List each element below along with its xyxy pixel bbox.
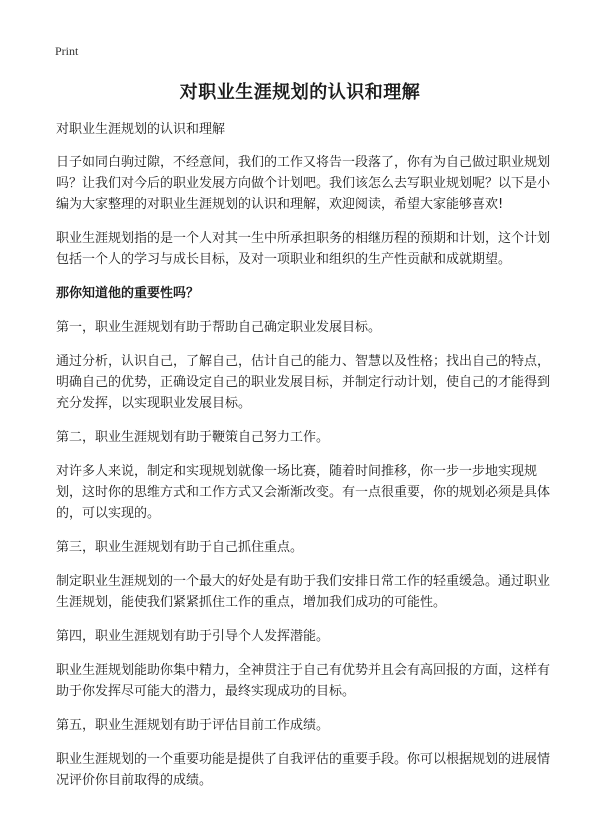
page-title: 对职业生涯规划的认识和理解 — [179, 82, 421, 103]
point-4-body: 职业生涯规划能助你集中精力，全神贯注于自己有优势并且会有高回报的方面，这样有助于你发挥尽可能大的潜力，最终实现成功的目标。 — [56, 663, 551, 699]
section-heading: 那你知道他的重要性吗？ — [56, 286, 200, 301]
point-2-heading: 第二，职业生涯规划有助于鞭策自己努力工作。 — [56, 430, 330, 445]
point-3-body: 制定职业生涯规划的一个最大的好处是有助于我们安排日常工作的轻重缓急。通过职业生涯规划，能使我们紧紧抓住工作的重点，增加我们成功的可能性。 — [56, 574, 551, 610]
definition-paragraph: 职业生涯规划指的是一个人对其一生中所承担职务的相继历程的预期和计划，这个计划包括一个人的学习与成长目标，及对一项职业和组织的生产性贡献和成就期望。 — [56, 231, 551, 267]
point-3-heading: 第三，职业生涯规划有助于自己抓住重点。 — [56, 540, 304, 555]
article-subtitle: 对职业生涯规划的认识和理解 — [56, 122, 226, 137]
point-5-heading: 第五，职业生涯规划有助于评估目前工作成绩。 — [56, 718, 330, 733]
intro-paragraph: 日子如同白驹过隙，不经意间，我们的工作又将告一段落了，你有为自己做过职业规划吗？让我们对今后的职业发展方向做个计划吧。我们该怎么去写职业规划呢？以下是小编为大家整理的对职业生涯规划的认识和理解，欢迎阅读，希望大家能够喜欢! — [56, 155, 551, 212]
point-2-body: 对许多人来说，制定和实现规划就像一场比赛，随着时间推移，你一步一步地实现规划，这时你的思维方式和工作方式又会渐渐改变。有一点很重要，你的规划必须是具体的，可以实现的。 — [56, 464, 551, 521]
point-1-body: 通过分析，认识自己，了解自己，估计自己的能力、智慧以及性格；找出自己的特点，明确自己的优势，正确设定自己的职业发展目标，并制定行动计划，使自己的才能得到充分发挥，以实现职业发展目标。 — [56, 354, 551, 411]
point-1-heading: 第一，职业生涯规划有助于帮助自己确定职业发展目标。 — [56, 320, 382, 335]
article-body — [56, 119, 550, 804]
point-5-body: 职业生涯规划的一个重要功能是提供了自我评估的重要手段。你可以根据规划的进展情况评价你目前取得的成绩。 — [56, 752, 551, 788]
point-4-heading: 第四，职业生涯规划有助于引导个人发挥潜能。 — [56, 629, 330, 644]
print-link[interactable]: Print — [55, 44, 79, 58]
